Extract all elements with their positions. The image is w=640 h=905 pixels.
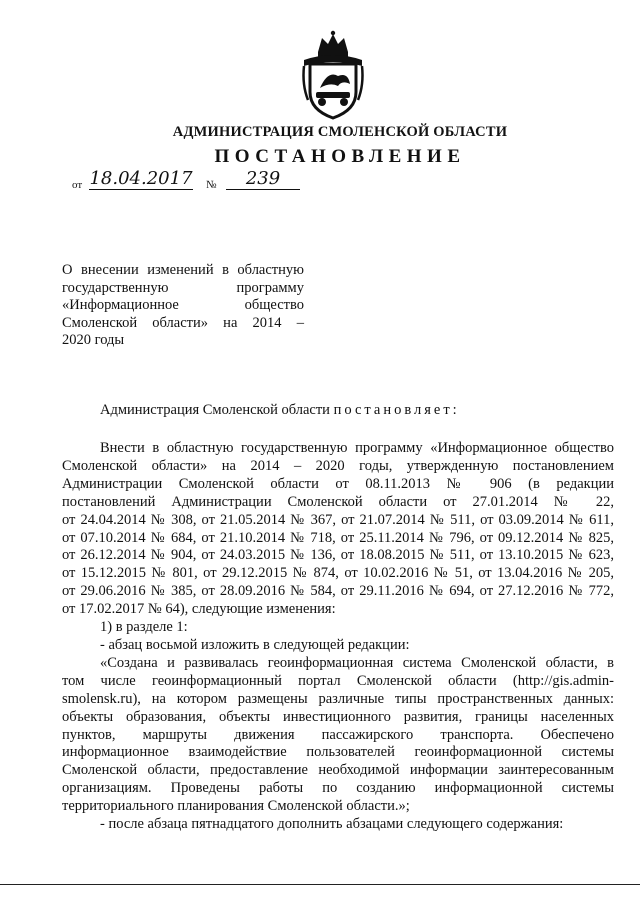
resolution-intro [62,402,614,420]
body-line: от 29.06.2016 № 385, от 28.09.2016 № 584, от 29.11.2016 № 694, от 27.12.2016 № 772, [62,583,614,600]
intro-text: Администрация Смоленской области [100,402,334,418]
page-bottom-rule [0,884,640,885]
intro-verb: постановляет: [333,402,460,418]
subject-line: 2020 годы [62,332,125,348]
body-line: - после абзаца пятнадцатого дополнить абзацами следующего содержания: [100,816,564,833]
body-line: от 17.02.2017 № 64), следующие изменения: [62,601,336,618]
subject-line: государственную программу [62,279,304,296]
body-line: smolensk.ru), на котором размещены различные типы пространственных данных: [62,690,614,707]
body-line: том числе геоинформационный портал Смоленской области (http://gis.admin- [62,672,614,689]
coat-of-arms-icon [298,30,368,120]
subject-line: Смоленской области» на 2014 – [62,314,304,331]
body-line: «Создана и развивалась геоинформационная система Смоленской области, в [100,654,614,671]
body-line: от 24.04.2014 № 308, от 21.05.2014 № 367, от 21.07.2014 № 511, от 03.09.2014 № 611, [62,511,614,528]
body-line: - абзац восьмой изложить в следующей редакции: [100,636,410,653]
number-label: № [206,179,217,191]
number-value: 239 [226,169,300,190]
subject-line: «Информационное общество [62,297,304,313]
body-line: Внести в областную государственную программу «Информационное общество [100,440,614,456]
body-line: Смоленской области, предоставление необходимой информации заинтересованным [62,762,614,779]
organization-name: АДМИНИСТРАЦИЯ СМОЛЕНСКОЙ ОБЛАСТИ [172,124,508,140]
body-line: информационное взаимодействие пользователей геоинформационной системы [62,744,614,761]
subject-line: О внесении изменений в областную [62,262,304,278]
document-body [62,440,614,834]
date-value: 18.04.2017 [89,168,193,189]
body-line: объекты образования, объекты инвестиционного развития, границы населенных [62,708,614,725]
body-line: пунктов, маршруты движения пассажирского транспорта. Обеспечено [62,726,614,743]
body-line: от 15.12.2015 № 801, от 29.12.2015 № 874, от 10.02.2016 № 51, от 13.04.2016 № 205, [62,565,614,582]
body-line: Смоленской области» на 2014 – 2020 годы, утвержденную постановлением [62,457,614,474]
date-label: от [72,179,83,191]
body-line: Администрации Смоленской области от 08.11.2013 № 906 (в редакции [62,475,614,492]
body-line: от 07.10.2014 № 684, от 21.10.2014 № 718, от 25.11.2014 № 796, от 09.12.2014 № 825, [62,529,614,546]
document-subject [62,262,304,350]
body-line: от 26.12.2014 № 904, от 24.03.2015 № 136, от 18.08.2015 № 511, от 13.10.2015 № 623, [62,547,614,564]
body-line: 1) в разделе 1: [100,619,188,636]
body-line: территориального планирования Смоленской области.»; [62,798,410,815]
body-line: организациям. Проведены работы по созданию информационной системы [62,780,614,797]
document-type: ПОСТАНОВЛЕНИЕ [214,146,466,167]
body-line: постановлений Администрации Смоленской области от 27.01.2014 № 22, [62,493,614,510]
